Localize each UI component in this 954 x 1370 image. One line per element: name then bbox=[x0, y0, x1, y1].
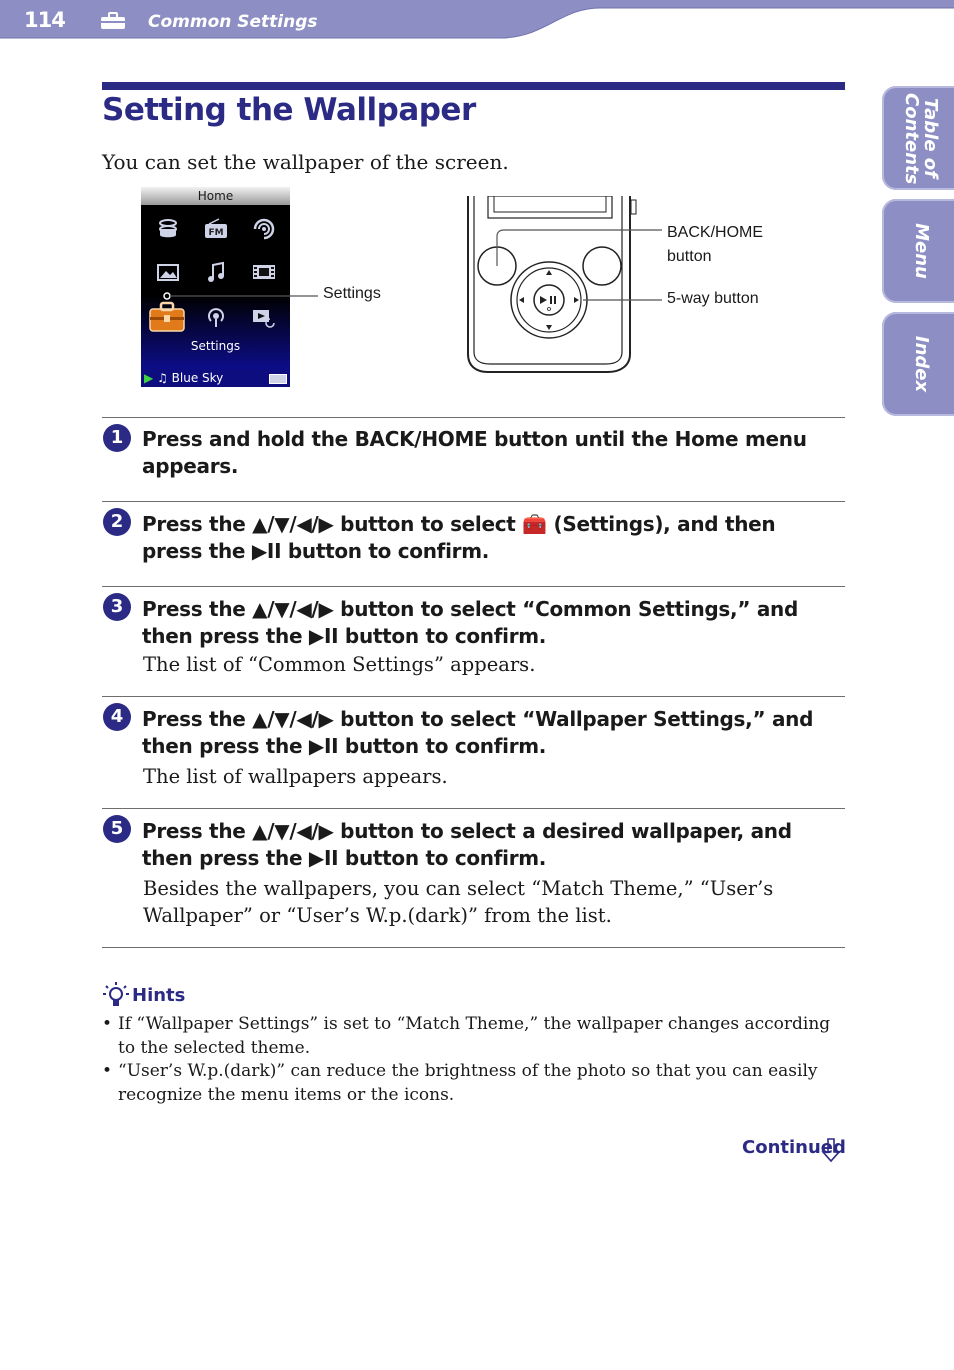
music-library-icon bbox=[155, 217, 181, 241]
hint-item bbox=[102, 1059, 837, 1107]
tab-menu[interactable] bbox=[882, 199, 954, 303]
step-number: 1 bbox=[103, 424, 131, 452]
step-note: The list of “Common Settings” appears. bbox=[143, 653, 536, 676]
step-number: 5 bbox=[103, 815, 131, 843]
screen-header: Home bbox=[141, 187, 290, 205]
note-icon: ♫ bbox=[157, 371, 168, 385]
hint-item bbox=[102, 1012, 837, 1060]
screen-status-bar bbox=[141, 369, 290, 387]
header-band bbox=[0, 0, 954, 40]
toolbox-icon bbox=[100, 12, 126, 30]
step-number: 2 bbox=[103, 508, 131, 536]
now-playing-icon bbox=[251, 305, 277, 329]
continued-link[interactable]: Continued bbox=[742, 1137, 846, 1158]
now-playing-track: Blue Sky bbox=[171, 371, 224, 385]
music-note-icon bbox=[203, 260, 229, 284]
step-heading: Press and hold the BACK/HOME button until the Home menu appears. bbox=[142, 427, 807, 478]
step-divider bbox=[102, 417, 845, 418]
broadcast-icon bbox=[203, 305, 229, 329]
hint-text: If “Wallpaper Settings” is set to “Match Theme,” the wallpaper changes according to the selected theme. bbox=[118, 1014, 831, 1058]
callout-settings: Settings bbox=[323, 285, 381, 302]
title-rule bbox=[102, 82, 845, 90]
intro-text: You can set the wallpaper of the screen. bbox=[102, 150, 509, 174]
callout-5-way-button: 5-way button bbox=[667, 290, 759, 307]
bullet-icon: • bbox=[102, 1061, 113, 1081]
play-indicator-icon: ▶ bbox=[144, 371, 154, 385]
page-number: 114 bbox=[24, 8, 65, 32]
svg-text:FM: FM bbox=[208, 228, 224, 238]
section-title: Common Settings bbox=[148, 12, 318, 32]
step-heading: Press the ▲/▼/◀/▶ button to select 🧰 (Settings), and then press the ▶II button to confirm. bbox=[142, 512, 776, 563]
podcast-icon bbox=[251, 217, 277, 241]
settings-callout-line bbox=[160, 286, 320, 306]
light-bulb-icon bbox=[102, 980, 130, 1010]
player-body-illustration bbox=[462, 196, 667, 376]
fm-radio-icon bbox=[203, 217, 229, 241]
step-divider bbox=[102, 808, 845, 809]
tab-label: Index bbox=[911, 335, 932, 393]
step-note: Besides the wallpapers, you can select “Match Theme,” “User’s Wallpaper” or “User’s W.p.(dark)” from the list. bbox=[143, 877, 774, 927]
step-divider bbox=[102, 501, 845, 502]
step-number: 3 bbox=[103, 593, 131, 621]
step-number: 4 bbox=[103, 703, 131, 731]
photo-icon bbox=[155, 260, 181, 284]
hint-text: “User’s W.p.(dark)” can reduce the brightness of the photo so that you can easily recognize the menu items or the icons. bbox=[118, 1061, 818, 1105]
tab-index[interactable] bbox=[882, 312, 954, 416]
bullet-icon: • bbox=[102, 1014, 113, 1034]
tab-label: Menu bbox=[911, 223, 932, 279]
step-note: The list of wallpapers appears. bbox=[143, 765, 448, 788]
tab-label: Table of Contents bbox=[901, 93, 941, 185]
arrow-down-icon bbox=[821, 1137, 841, 1163]
video-icon bbox=[251, 260, 277, 284]
screen-selected-label: Settings bbox=[190, 339, 241, 353]
step-divider bbox=[102, 696, 845, 697]
callout-back-home-button: BACK/HOME button bbox=[667, 224, 764, 265]
page-title: Setting the Wallpaper bbox=[102, 92, 476, 128]
step-heading: Press the ▲/▼/◀/▶ button to select “Common Settings,” and then press the ▶II button to confirm. bbox=[142, 597, 798, 648]
step-heading: Press the ▲/▼/◀/▶ button to select “Wallpaper Settings,” and then press the ▶II button to confirm. bbox=[142, 707, 814, 758]
battery-icon bbox=[269, 374, 287, 384]
step-divider bbox=[102, 947, 845, 948]
hints-title: Hints bbox=[132, 985, 186, 1006]
step-heading: Press the ▲/▼/◀/▶ button to select a desired wallpaper, and then press the ▶II button to confirm. bbox=[142, 819, 792, 870]
step-divider bbox=[102, 586, 845, 587]
tab-table-of-contents[interactable] bbox=[882, 86, 954, 190]
